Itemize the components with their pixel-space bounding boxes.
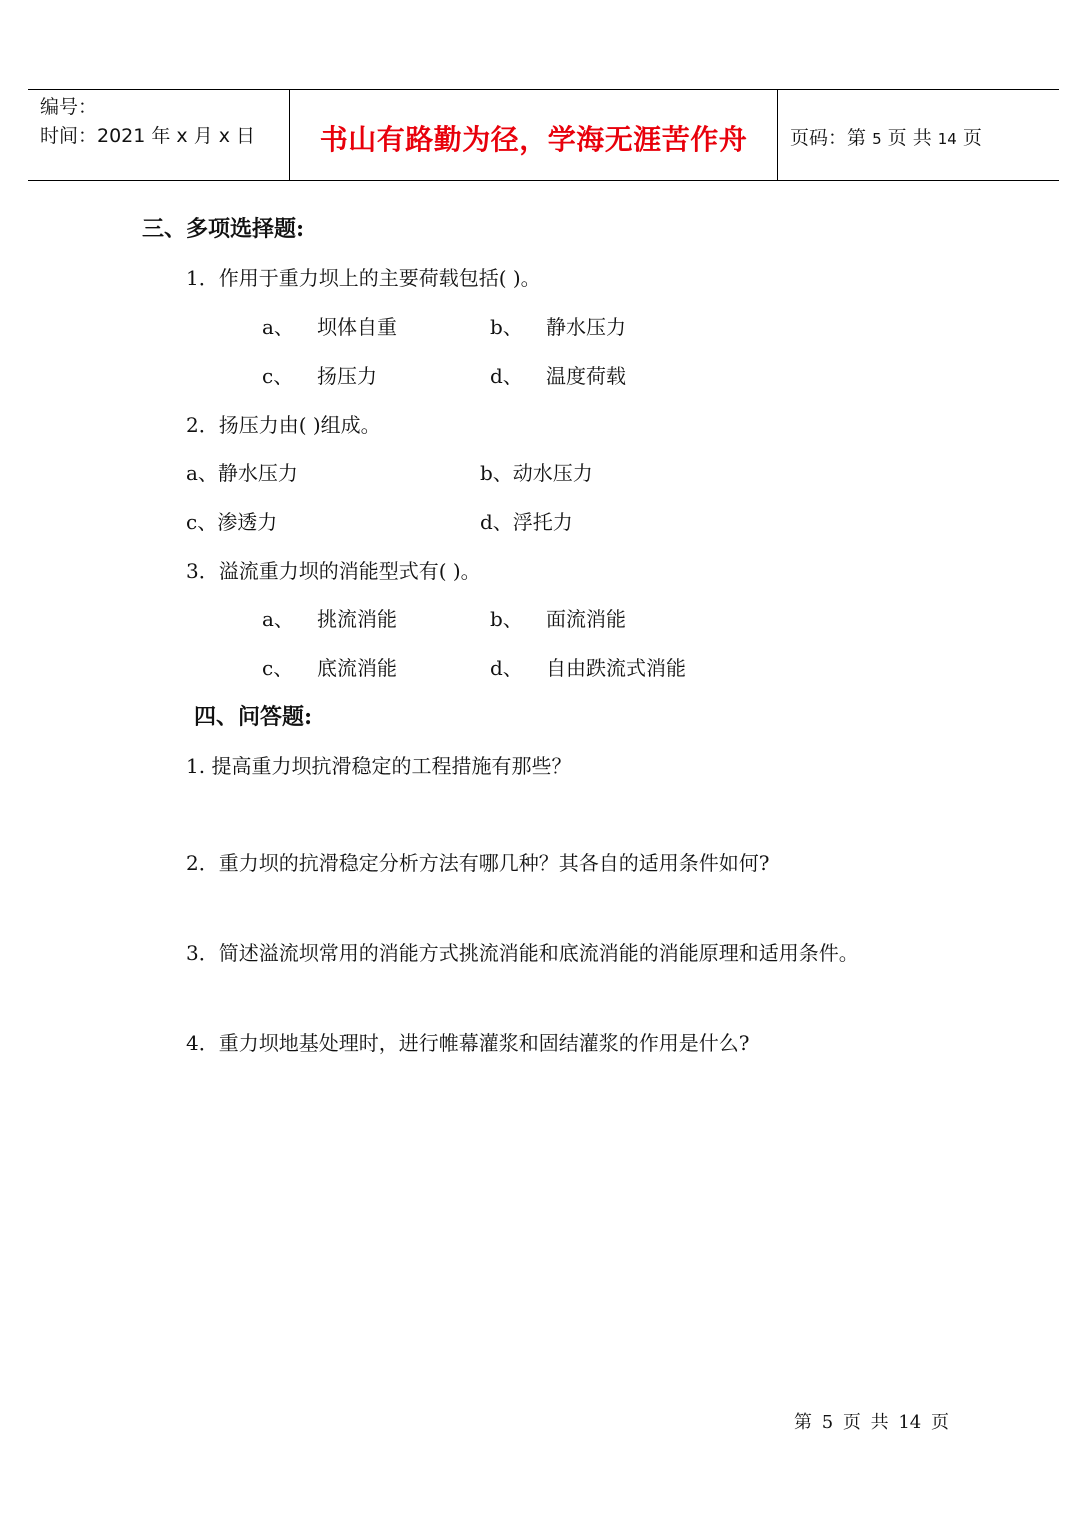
option-text: 温度荷载 [546,364,626,388]
page-header [28,89,1059,181]
question-text: 3．简述溢流坝常用的消能方式挑流消能和底流消能的消能原理和适用条件。 [186,941,859,965]
option-label: a、 [262,315,294,339]
question-text: 4．重力坝地基处理时，进行帷幕灌浆和固结灌浆的作用是什么? [186,1031,750,1055]
question-text: 3．溢流重力坝的消能型式有( )。 [186,559,481,583]
option-text: 挑流消能 [317,607,397,631]
page-mid: 页 共 [887,127,932,149]
option-label: d、 [490,364,523,388]
option-text: c、渗透力 [186,510,278,534]
option-text: b、动水压力 [480,461,593,485]
option-text: 静水压力 [546,315,626,339]
option-text: d、浮托力 [480,510,573,534]
question-text: 2．重力坝的抗滑稳定分析方法有哪几种？其各自的适用条件如何? [186,851,770,875]
header-page-indicator [790,123,982,150]
option-label: c、 [262,656,294,680]
section-title-short-answer: 四、问答题: [194,704,313,730]
option-text: 扬压力 [317,364,377,388]
option-text: 自由跌流式消能 [546,656,686,680]
option-text: a、静水压力 [186,461,298,485]
page-total: 14 [937,130,957,148]
option-text: 坝体自重 [317,315,397,339]
option-label: a、 [262,607,294,631]
header-motto-cell [290,90,778,180]
header-meta-cell [28,90,290,180]
section-title-multiple-choice: 三、多项选择题: [142,216,305,242]
page-suffix: 页 [962,127,982,149]
page-prefix: 页码：第 [790,127,867,149]
question-text: 2．扬压力由( )组成。 [186,413,381,437]
page-footer: 第 5 页 共 14 页 [794,1412,949,1433]
option-label: d、 [490,656,523,680]
option-label: b、 [490,607,523,631]
header-pager-cell [778,90,1059,180]
option-label: b、 [490,315,523,339]
option-text: 面流消能 [546,607,626,631]
question-text: 1．作用于重力坝上的主要荷载包括( )。 [186,266,541,290]
document-time-label: 时间：2021 年 x 月 x 日 [40,125,256,147]
header-motto: 书山有路勤为径，学海无涯苦作舟 [319,123,748,156]
document-id-label: 编号： [40,96,98,118]
page-current: 5 [872,130,882,148]
option-label: c、 [262,364,294,388]
question-text: 1. 提高重力坝抗滑稳定的工程措施有那些？ [186,754,572,778]
option-text: 底流消能 [317,656,397,680]
